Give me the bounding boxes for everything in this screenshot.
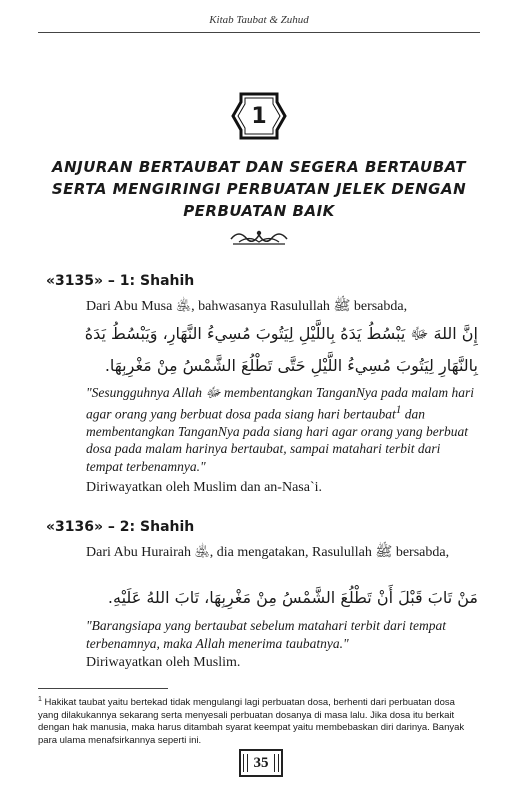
footnote-ref: 1: [395, 403, 402, 416]
chapter-number: 1: [251, 103, 267, 129]
arabic-text: مَنْ تَابَ قَبْلَ أَنْ تَطْلُعَ الشَّمْسُ مِنْ مَغْرِبِهَا، تَابَ اللهُ عَلَيْهِ.: [107, 588, 478, 607]
translation-part-a: "Sesungguhnya Allah ﷻ membentangkan TanganNya pada malam hari agar orang yang berbuat dosa pada siang hari bertaubat: [86, 385, 475, 421]
footnote-rule: [38, 688, 168, 689]
chapter-badge: [0, 88, 518, 144]
hadith-number: «3136»: [46, 519, 104, 535]
hadith-grade: – 1: Shahih: [103, 273, 195, 289]
hadith-translation: "Barangsiapa yang bertaubat sebelum matahari terbit dari tempat terbenamnya, maka Allah menerima taubatnya.": [86, 618, 447, 651]
footnote-mark: 1: [38, 696, 42, 703]
hadith-intro: Dari Abu Hurairah ﵁, dia mengatakan, Rasulullah ﷺ bersabda,: [86, 545, 450, 560]
narration-note: Diriwayatkan oleh Muslim dan an-Nasa`i.: [86, 480, 322, 495]
chapter-title: ANJURAN BERTAUBAT DAN SEGERA BERTAUBAT SERTA MENGIRINGI PERBUATAN JELEK DENGAN PERBUATAN BAIK: [51, 158, 467, 220]
hadith-heading-3135: [46, 273, 194, 289]
hadith-heading-3136: [46, 519, 194, 535]
translation-part-b: dan membentangkan TanganNya pada siang hari agar orang yang berbuat dosa pada malam harinya bertaubat, sampai matahari terbit dari tempat terbenamnya.": [86, 406, 468, 474]
footnote: [38, 694, 478, 747]
hadith-intro: Dari Abu Musa ﵁, bahwasanya Rasulullah ﷺ bersabda,: [86, 299, 408, 314]
header-rule: [38, 32, 480, 33]
narration-note: Diriwayatkan oleh Muslim.: [86, 655, 241, 670]
hadith-number: «3135»: [46, 273, 104, 289]
arabic-text: إِنَّ اللهَ ﷻ يَبْسُطُ يَدَهُ بِاللَّيْلِ لِيَتُوبَ مُسِيءُ النَّهَارِ، وَيَبْسُطُ يَدَهُ بِالنَّهَارِ لِيَتُوبَ مُسِيءُ اللَّيْلِ حَتَّى تَطْلُعَ الشَّمْسُ مِنْ مَغْرِبِهَا.: [84, 324, 478, 375]
page-number-box: [239, 749, 283, 777]
page-number: 35: [253, 754, 269, 771]
hadith-translation: [86, 384, 478, 475]
footnote-text: Hakikat taubat yaitu bertekad tidak mengulangi lagi perbuatan dosa, berhenti dari perbuatan dosa yang dilakukannya sekarang serta menyesali perbuatan dosanya di masa lalu. Jika dosa itu berkait dengan hak manusia, maka harus ditambah syarat keempat yaitu membebaskan diri darinya. Banyak para ulama menafsirkannya seperti ini.: [38, 697, 465, 746]
ornament-icon: [229, 227, 289, 247]
running-head: Kitab Taubat & Zuhud: [209, 14, 309, 26]
hadith-grade: – 2: Shahih: [103, 519, 195, 535]
